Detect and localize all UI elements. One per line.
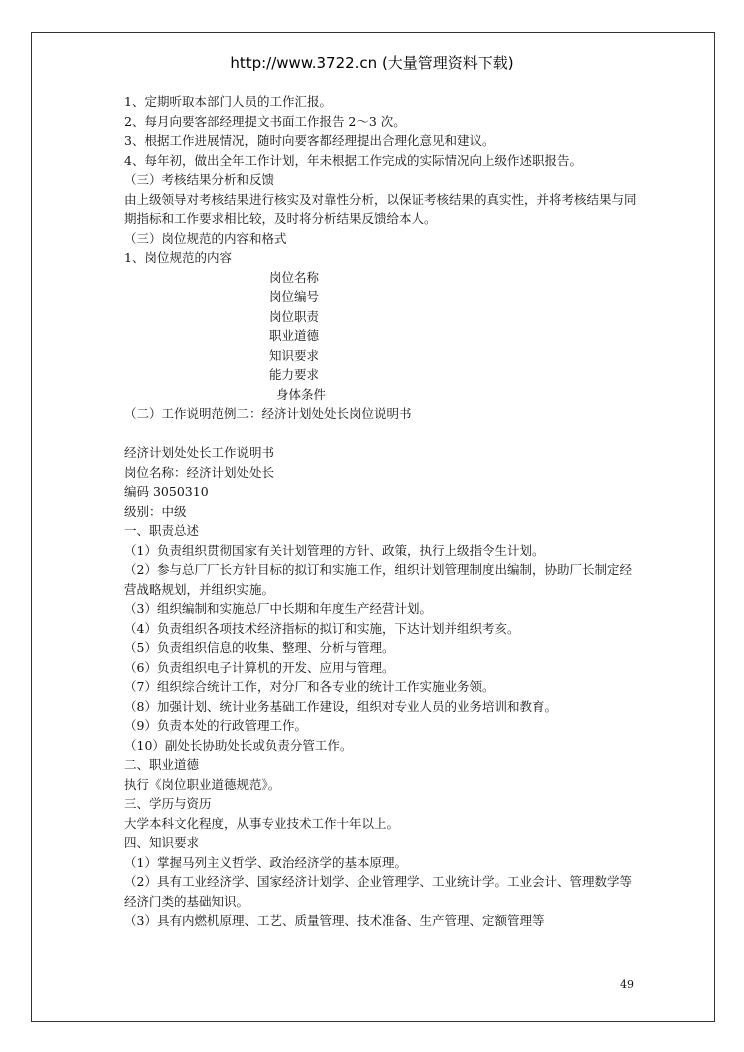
knowledge-item: （2）具有工业经济学、国家经济计划学、企业管理学、工业统计学。工业会计、管理数学等经济门类的基础知识。 [124, 874, 632, 909]
duty-item: （1）负责组织贯彻国家有关计划管理的方针、政策，执行上级指令生计划。 [124, 542, 545, 558]
list-item: 3、根据工作进展情况，随时向要客都经理提出合理化意见和建议。 [124, 133, 495, 148]
list-item: 2、每月向要客部经理提文书面工作报告 2～3 次。 [124, 113, 406, 129]
duty-item: （3）组织编制和实施总厂中长期和年度生产经营计划。 [124, 601, 432, 616]
duty-item: （10）副处长协助处长或负责分管工作。 [124, 737, 353, 753]
duty-item: （8）加强计划、统计业务基础工作建设，组织对专业人员的业务培训和教育。 [124, 698, 557, 714]
paragraph: 由上级领导对考核结果进行核实及对靠性分析，以保证考核结果的真实性，并将考核结果与同期指标和工作要求相比较，及时将分析结果反馈给本人。 [124, 191, 637, 226]
job-title: 经济计划处处长工作说明书 [124, 445, 275, 460]
job-name: 岗位名称：经济计划处处长 [124, 464, 275, 480]
section-heading: （三）考核结果分析和反馈 [124, 172, 275, 187]
section-heading: （三）岗位规范的内容和格式 [124, 230, 287, 246]
section-heading: 二、职业道德 [124, 757, 200, 772]
spec-item: 能力要求 [269, 367, 320, 382]
job-level: 级别：中级 [124, 503, 187, 519]
spec-item: 岗位职责 [269, 308, 320, 324]
spec-item: 岗位编号 [269, 289, 320, 304]
subsection-heading: 1、岗位规范的内容 [124, 250, 232, 265]
duty-item: （6）负责组织电子计算机的开发、应用与管理。 [124, 659, 395, 675]
knowledge-item: （1）掌握马列主义哲学、政治经济学的基本原理。 [124, 854, 407, 870]
section-heading: 四、知识要求 [124, 835, 200, 850]
section-heading: 三、学历与资历 [124, 796, 212, 811]
header-url-line[interactable]: http://www.3722.cn (大量管理资料下载) [230, 54, 514, 72]
duty-item: （9）负责本处的行政管理工作。 [124, 718, 307, 733]
list-item: 1、定期听取本部门人员的工作汇报。 [124, 94, 332, 109]
duty-item: （4）负责组织各项技术经济指标的拟订和实施，下达计划并组织考亥。 [124, 620, 520, 636]
duty-item: （2）参与总厂厂长方针目标的拟订和实施工作，组织计划管理制度出编制，协助厂长制定经营战略规划，并组织实施。 [124, 562, 632, 597]
section-heading: （二）工作说明范例二：经济计划处处长岗位说明书 [124, 406, 412, 421]
paragraph: 大学本科文化程度，从事专业技术工作十年以上。 [124, 815, 400, 831]
document-body [124, 92, 644, 931]
knowledge-item: （3）具有内燃机原理、工艺、质量管理、技术准备、生产管理、定额管理等 [124, 913, 545, 928]
section-heading: 一、职责总述 [124, 523, 200, 538]
spec-item: 职业道德 [269, 328, 320, 343]
spec-item: 身体条件 [276, 386, 327, 402]
spec-item: 知识要求 [269, 347, 320, 363]
job-code: 编码 3050310 [124, 484, 209, 499]
duty-item: （5）负责组织信息的收集、整理、分析与管理。 [124, 640, 395, 655]
duty-item: （7）组织综合统计工作，对分厂和各专业的统计工作实施业务领。 [124, 679, 495, 694]
spec-item: 岗位名称 [269, 269, 320, 285]
list-item: 4、每年初，做出全年工作计划，年未根据工作完成的实际情况向上级作述职报告。 [124, 152, 582, 168]
page-number: 49 [620, 978, 634, 991]
paragraph: 执行《岗位职业道德规范》。 [124, 776, 281, 792]
